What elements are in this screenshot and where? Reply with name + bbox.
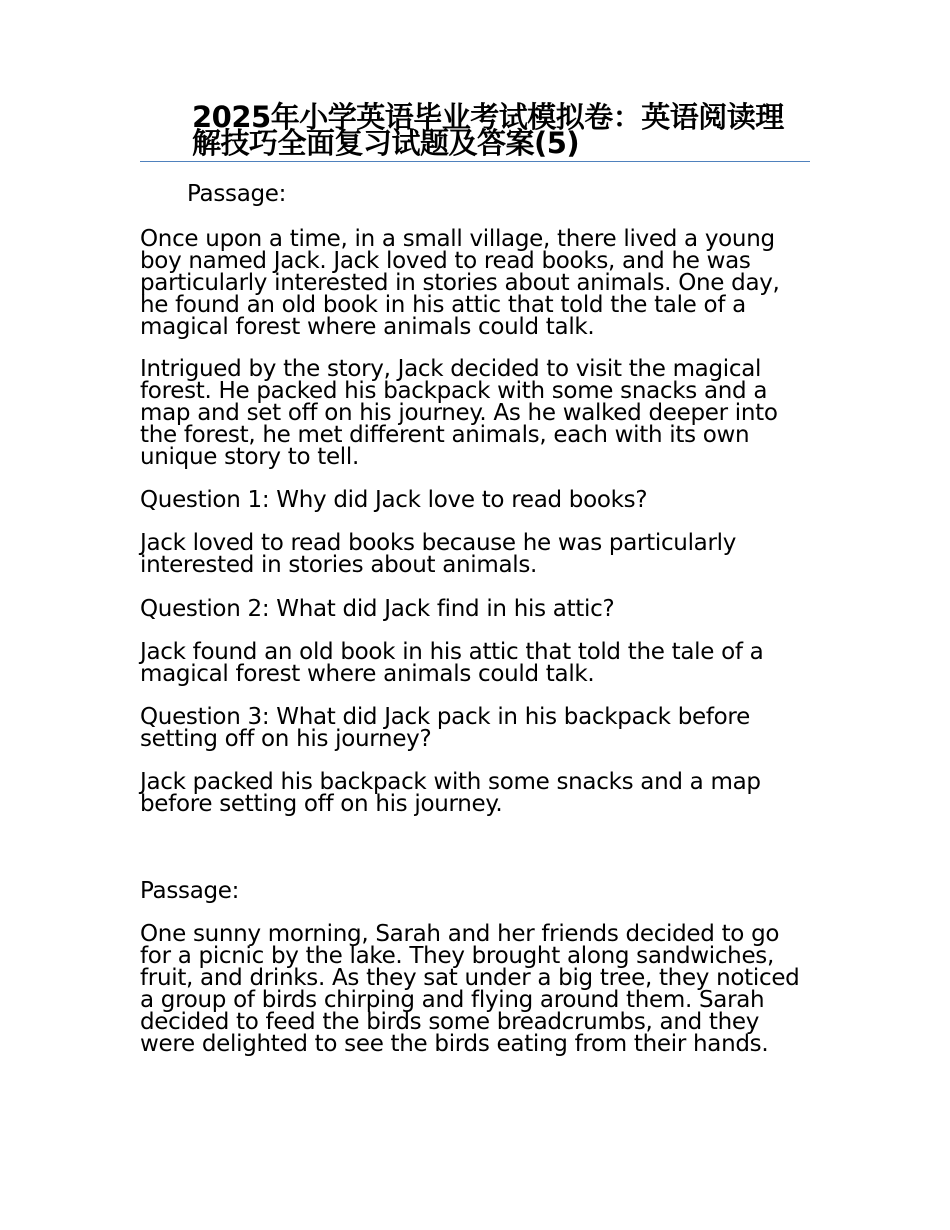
question-3: Question 3: What did Jack pack in his backpack before setting off on his journey? [140,704,750,752]
passage-label-2: Passage: [140,878,240,904]
answer-2: Jack found an old book in his attic that told the tale of a magical forest where animals could talk. [140,639,764,687]
passage-label-1: Passage: [187,181,287,207]
answer-3: Jack packed his backpack with some snacks and a map before setting off on his journey. [140,769,761,817]
question-1: Question 1: Why did Jack love to read books? [140,487,648,513]
passage-2-paragraph-1: One sunny morning, Sarah and her friends decided to go for a picnic by the lake. They brought along sandwiches, fruit, and drinks. As they sat under a big tree, they noticed a group of birds chirping and flying around them. Sarah decided to feed the birds some breadcrumbs, and they were delighted to see the birds eating from their hands. [140,921,800,1057]
answer-1: Jack loved to read books because he was particularly interested in stories about animals. [140,530,737,578]
document-title: 2025年小学英语毕业考试模拟卷：英语阅读理解技巧全面复习试题及答案(5) [192,100,784,160]
question-2: Question 2: What did Jack find in his attic? [140,596,615,622]
passage-1-paragraph-1: Once upon a time, in a small village, there lived a young boy named Jack. Jack loved to read books, and he was particularly interested in stories about animals. One day, he found an old book in his attic that told the tale of a magical forest where animals could talk. [140,226,780,340]
passage-1-paragraph-2: Intrigued by the story, Jack decided to visit the magical forest. He packed his backpack with some snacks and a map and set off on his journey. As he walked deeper into the forest, he met different animals, each with its own unique story to tell. [140,356,778,470]
title-underline [140,161,810,162]
